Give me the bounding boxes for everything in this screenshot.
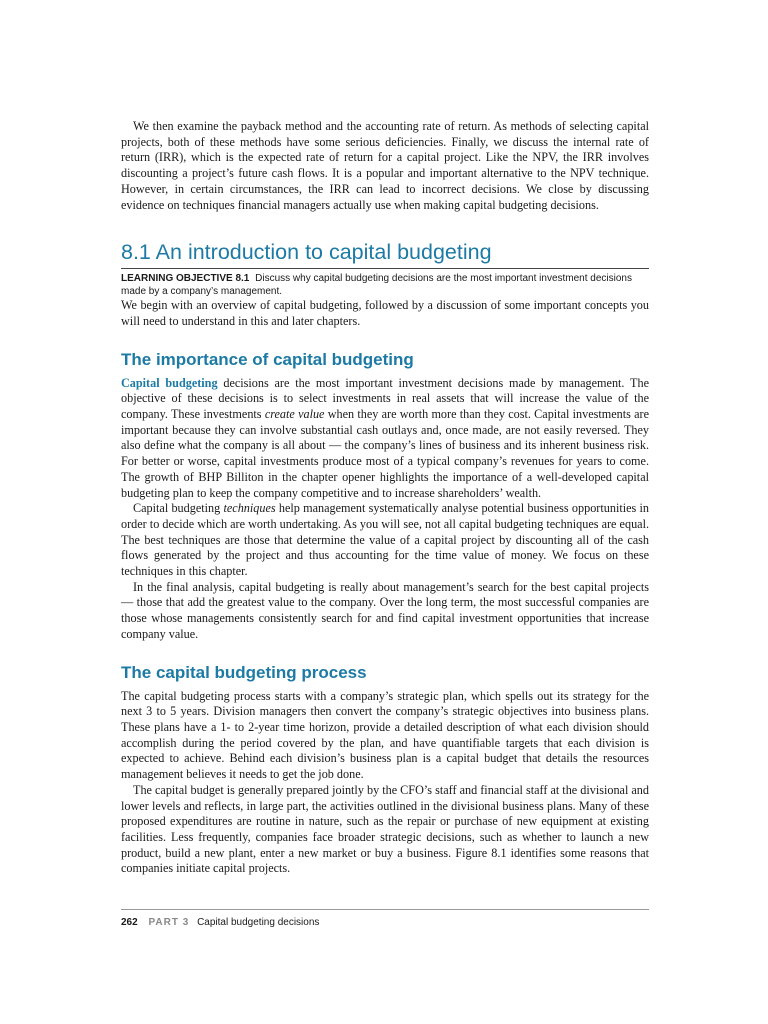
- subheading-importance: The importance of capital budgeting: [121, 349, 414, 369]
- process-paragraph-2: The capital budget is generally prepared jointly by the CFO’s staff and financial staff at the divisional and lower levels and reflects, in large part, the activities outlined in the divisional business plans. Many of these proposed expenditures are routine in nature, such as the repair or purchase of new equipment at existing facilities. Less frequently, companies face broader strategic decisions, such as whether to launch a new product, build a new plant, enter a new market or buy a business. Figure 8.1 identifies some reasons that companies initiate capital projects.: [121, 782, 649, 876]
- section-title: 8.1 An introduction to capital budgeting: [121, 239, 649, 269]
- text-run: Capital budgeting: [133, 501, 224, 516]
- text-run: help management systematically analyse potential business opportunities in order to decide which are worth undertaking. As you will see, not all capital budgeting techniques are equal. The best techniques are those that determine the value of a capital project by discounting all of the cash flows generated by the project and thus accounting for the time value of money. We focus on these techniques in this chapter.: [121, 501, 649, 579]
- importance-paragraph-3: In the final analysis, capital budgeting is really about management’s search for the best capital projects — those that add the greatest value to the company. Over the long term, the most successful companies are those whose managements consistently search for and find capital investment opportunities that increase company value.: [121, 579, 649, 641]
- process-paragraph-1: The capital budgeting process starts with a company’s strategic plan, which spells out its strategy for the next 3 to 5 years. Division managers then convert the company’s strategic objectives into business plans. These plans have a 1- to 2-year time horizon, provide a detailed description of what each division should accomplish during the period covered by the plan, and have quantifiable targets that each division is expected to achieve. Behind each division’s business plan is a capital budget that details the resources management believes it needs to get the job done.: [121, 688, 649, 782]
- intro-paragraph: We then examine the payback method and the accounting rate of return. As methods of selecting capital projects, both of these methods have some serious deficiencies. Finally, we discuss the internal rate of return (IRR), which is the expected rate of return for a capital project. Like the NPV, the IRR involves discounting a project’s future cash flows. It is a popular and important alternative to the NPV technique. However, in certain circumstances, the IRR can lead to incorrect decisions. We close by discussing evidence on techniques financial managers actually use when making capital budgeting decisions.: [121, 119, 649, 212]
- subheading-process: The capital budgeting process: [121, 662, 367, 682]
- text-run: decisions are the most important investment decisions made by management. The objective of these decisions is to select investments in real assets that will increase the value of the company. These investments: [121, 375, 649, 422]
- key-term: Capital budgeting: [121, 375, 218, 390]
- learning-objective-label: LEARNING OBJECTIVE 8.1: [121, 273, 250, 285]
- emphasis: create value: [264, 407, 325, 422]
- part-label: PART 3: [148, 917, 190, 928]
- page-number: 262: [121, 917, 138, 928]
- part-title: Capital budgeting decisions: [197, 917, 320, 928]
- page-footer: [121, 909, 649, 928]
- importance-paragraph-1: [121, 376, 649, 502]
- emphasis: techniques: [223, 501, 276, 516]
- learning-objective-text: Discuss why capital budgeting decisions are the most important investment decisions made by a company’s management.: [121, 273, 632, 298]
- importance-paragraph-2: [121, 501, 649, 580]
- page-content: [121, 119, 649, 877]
- section-intro-paragraph: We begin with an overview of capital budgeting, followed by a discussion of some important concepts you will need to understand in this and later chapters.: [121, 298, 649, 328]
- learning-objective: [121, 272, 649, 298]
- text-run: when they are worth more than they cost. Capital investments are important because they can involve substantial cash outlays and, once made, are not easily reversed. They also define what the company is all about — the company’s lines of business and its inherent business risk. For better or worse, capital investments produce most of a typical company’s revenues for years to come. The growth of BHP Billiton in the chapter opener highlights the importance of a well-developed capital budgeting plan to keep the company competitive and to increase shareholders’ wealth.: [121, 407, 649, 500]
